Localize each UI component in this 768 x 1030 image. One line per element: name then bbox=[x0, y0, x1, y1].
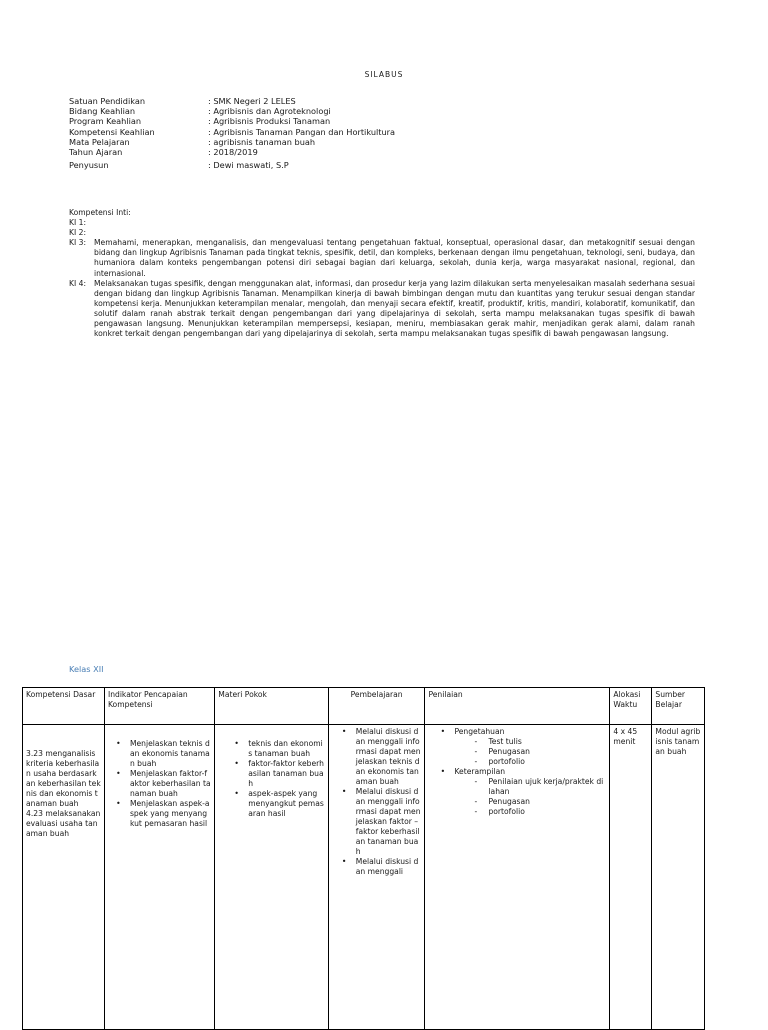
column-header: Materi Pokok bbox=[215, 688, 328, 725]
info-value: : 2018/2019 bbox=[208, 147, 258, 158]
table-row bbox=[23, 725, 705, 1030]
list-item: • Menjelaskan teknis dan ekonomis tanaman buah bbox=[122, 739, 211, 769]
indikator-cell bbox=[104, 725, 214, 1030]
penilaian-category: Keterampilan bbox=[454, 767, 506, 776]
kd-text: 3.23 menganalisis kriteria keberhasilan usaha berdasarkan keberhasilan teknis dan ekonomis tanaman buah 4.23 melaksanakan evaluasi usaha tanaman buah bbox=[26, 749, 101, 838]
column-header: Kompetensi Dasar bbox=[23, 688, 105, 725]
kompetensi-inti-block bbox=[69, 208, 695, 339]
kelas-label: Kelas XII bbox=[69, 664, 104, 674]
info-value: : Agribisnis dan Agroteknologi bbox=[208, 106, 331, 117]
info-value: : Dewi maswati, S.P bbox=[208, 160, 289, 171]
list-item: • Melalui diskusi dan menggali informasi dapat menjelaskan teknis dan ekonomis tanaman buah bbox=[348, 727, 422, 787]
column-header: Sumber Belajar bbox=[652, 688, 705, 725]
info-label: Tahun Ajaran bbox=[69, 147, 123, 158]
list-item: • Menjelaskan aspek-aspek yang menyangkut pemasaran hasil bbox=[122, 799, 211, 829]
penilaian-list bbox=[428, 727, 606, 817]
document-title: SILABUS bbox=[364, 70, 404, 79]
ki-text bbox=[94, 228, 695, 238]
list-item: - Penilaian ujuk kerja/praktek di lahan bbox=[488, 777, 606, 797]
column-header: Indikator Pencapaian Kompetensi bbox=[104, 688, 214, 725]
list-item: • teknis dan ekonomis tanaman buah bbox=[240, 739, 324, 759]
ki-number: KI 2: bbox=[69, 228, 87, 238]
info-value: : agribisnis tanaman buah bbox=[208, 136, 316, 147]
info-value: : Agribisnis Produksi Tanaman bbox=[208, 116, 331, 127]
list-item: • Melalui diskusi dan menggali bbox=[348, 857, 422, 877]
alokasi-cell: 4 x 45 menit bbox=[610, 725, 652, 1030]
info-value: : SMK Negeri 2 LELES bbox=[208, 96, 296, 106]
ki-item bbox=[69, 228, 695, 238]
ki-text bbox=[94, 218, 695, 228]
ki-number: KI 4: bbox=[69, 278, 87, 288]
materi-cell bbox=[215, 725, 328, 1030]
list-item: - Test tulis bbox=[488, 737, 606, 747]
identity-block bbox=[69, 96, 395, 170]
info-row bbox=[69, 116, 395, 126]
list-item: - portofolio bbox=[488, 757, 606, 767]
ki-text: Melaksanakan tugas spesifik, dengan menggunakan alat, informasi, dan prosedur kerja yang lazim dilakukan serta menyelesaikan masalah sederhana sesuai dengan bidang dan lingkup Agribisnis Tanaman. Menampilkan kinerja di bawah bimbingan dengan mutu dan kuantitas yang terukur sesuai dengan standar kompetensi kerja. Menunjukkan keterampilan menalar, mengolah, dan menyaji secara efektif, kreatif, produktif, kritis, mandiri, kolaboratif, komunikatif, dan solutif dalam ranah abstrak terkait dengan pengembangan dari yang dipelajarinya di sekolah, serta mampu melaksanakan tugas spesifik di bawah pengawasan langsung. Menunjukkan keterampilan mempersepsi, kesiapan, meniru, membiasakan gerak mahir, menjadikan gerak alami, dalam ranah konkret terkait dengan pengembangan dari yang dipelajarinya di sekolah, serta mampu melaksanakan tugas spesifik di bawah pengawasan langsung. bbox=[94, 278, 695, 339]
list-item: • faktor-faktor keberhasilan tanaman buah bbox=[240, 759, 324, 789]
penilaian-category: Pengetahuan bbox=[454, 727, 505, 736]
table-header-row bbox=[23, 688, 705, 725]
column-header: Penilaian bbox=[425, 688, 610, 725]
indikator-list bbox=[108, 739, 211, 829]
info-row bbox=[69, 137, 395, 147]
ki-item bbox=[69, 218, 695, 228]
column-header: Pembelajaran bbox=[328, 688, 425, 725]
info-row bbox=[69, 96, 395, 106]
pembelajaran-list bbox=[332, 727, 422, 877]
materi-list bbox=[218, 739, 324, 819]
penilaian-sublist bbox=[454, 777, 606, 817]
ki-heading: Kompetensi Inti: bbox=[69, 208, 131, 217]
silabus-table bbox=[22, 687, 705, 1030]
list-item: • Menjelaskan faktor-faktor keberhasilan tanaman buah bbox=[122, 769, 211, 799]
column-header: Alokasi Waktu bbox=[610, 688, 652, 725]
info-row bbox=[69, 106, 395, 116]
info-label: Bidang Keahlian bbox=[69, 106, 136, 117]
info-row bbox=[69, 160, 395, 170]
info-value: : Agribisnis Tanaman Pangan dan Hortikultura bbox=[208, 126, 396, 137]
ki-number: KI 1: bbox=[69, 218, 87, 228]
list-item: - portofolio bbox=[488, 807, 606, 817]
ki-number: KI 3: bbox=[69, 238, 87, 248]
info-row bbox=[69, 127, 395, 137]
info-row bbox=[69, 147, 395, 157]
list-item bbox=[446, 727, 606, 767]
list-item: • Melalui diskusi dan menggali informasi dapat menjelaskan faktor – faktor keberhasilan tanaman buah bbox=[348, 787, 422, 857]
info-label: Satuan Pendidikan bbox=[69, 96, 146, 106]
penilaian-sublist bbox=[454, 737, 606, 767]
sumber-cell: Modul agribisnis tanaman buah bbox=[652, 725, 705, 1030]
ki-text: Memahami, menerapkan, menganalisis, dan mengevaluasi tentang pengetahuan faktual, konseptual, operasional dasar, dan metakognitif sesuai dengan bidang dan lingkup Agribisnis Tanaman pada tingkat teknis, spesifik, detil, dan kompleks, berkenaan dengan ilmu pengetahuan, teknologi, seni, budaya, dan humaniora dalam konteks pengembangan potensi diri sebagai bagian dari keluarga, sekolah, dunia kerja, warga masyarakat nasional, regional, dan internasional. bbox=[94, 238, 695, 278]
kd-cell bbox=[23, 725, 105, 1030]
penilaian-cell bbox=[425, 725, 610, 1030]
pembelajaran-cell bbox=[328, 725, 425, 1030]
info-label: Program Keahlian bbox=[69, 116, 142, 127]
list-item: - Penugasan bbox=[488, 797, 606, 807]
ki-item bbox=[69, 238, 695, 278]
list-item bbox=[446, 767, 606, 817]
ki-item bbox=[69, 279, 695, 340]
list-item: - Penugasan bbox=[488, 747, 606, 757]
info-label: Mata Pelajaran bbox=[69, 136, 130, 147]
info-label: Kompetensi Keahlian bbox=[69, 126, 155, 137]
info-label: Penyusun bbox=[69, 160, 109, 171]
list-item: • aspek-aspek yang menyangkut pemasaran hasil bbox=[240, 789, 324, 819]
